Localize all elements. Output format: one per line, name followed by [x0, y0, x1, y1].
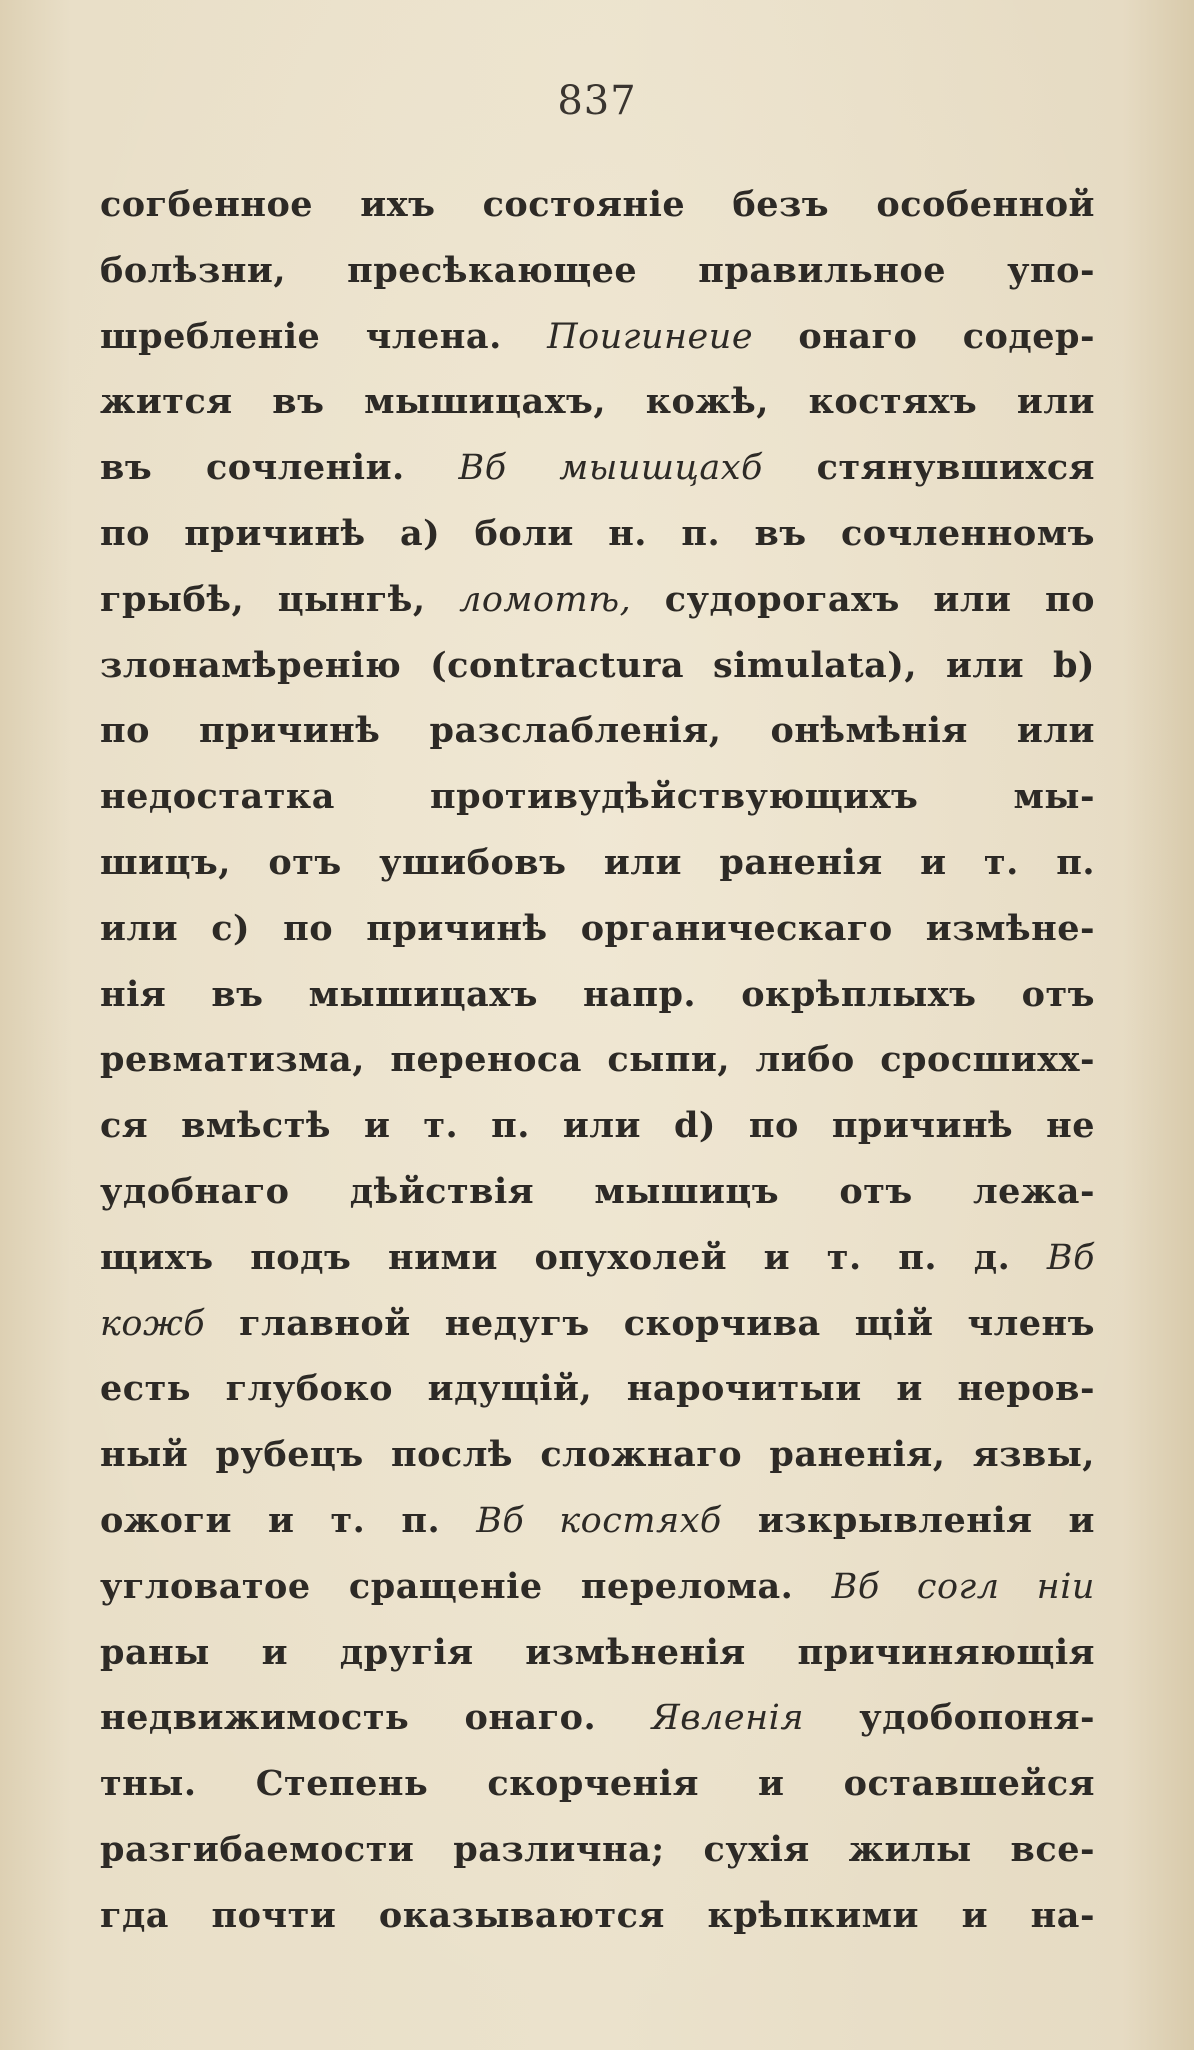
- text-segment: шребленіе члена.: [100, 315, 548, 357]
- text-segment: удобнаго дѣйствія мышицъ отъ лежа-: [100, 1170, 1095, 1212]
- text-segment: стянувшихся: [762, 447, 1095, 489]
- text-segment: тны. Степень скорченія и оставшейся: [100, 1763, 1095, 1805]
- text-line: [100, 1817, 1095, 1883]
- text-line: [100, 633, 1095, 699]
- text-line: [100, 172, 1095, 238]
- text-segment: въ сочленіи.: [100, 447, 459, 489]
- text-segment: ный рубецъ послѣ сложнаго раненія, язвы,: [100, 1434, 1095, 1476]
- italic-text: Вб: [1046, 1237, 1095, 1278]
- text-line: [100, 304, 1095, 370]
- text-segment: нія въ мышицахъ напр. окрѣплыхъ отъ: [100, 973, 1095, 1015]
- italic-text: кожб: [100, 1303, 206, 1344]
- text-line: [100, 1751, 1095, 1817]
- text-segment: раны и другія измѣненія причиняющія: [100, 1631, 1095, 1673]
- text-segment: ся вмѣстѣ и т. п. или d) по причинѣ не: [100, 1105, 1095, 1147]
- text-line: [100, 435, 1095, 501]
- text-line: [100, 698, 1095, 764]
- text-segment: гда почти оказываются крѣпкими и на-: [100, 1894, 1095, 1936]
- text-segment: недостатка противудѣйствующихъ мы-: [100, 776, 1095, 818]
- text-segment: болѣзни, пресѣкающее правильное упо-: [100, 249, 1095, 291]
- text-line: [100, 369, 1095, 435]
- italic-text: Вб костяхб: [476, 1500, 722, 1541]
- text-segment: грыбѣ, цынгѣ,: [100, 578, 460, 620]
- text-line: [100, 962, 1095, 1028]
- text-segment: ревматизма, переноса сыпи, либо сросшихх-: [100, 1039, 1095, 1081]
- text-line: [100, 1422, 1095, 1488]
- text-segment: есть глубоко идущій, нарочитыи и неров-: [100, 1368, 1095, 1410]
- text-line: [100, 896, 1095, 962]
- text-segment: судорогахъ или по: [631, 578, 1095, 620]
- text-segment: онаго содер-: [753, 315, 1095, 357]
- text-line: [100, 1356, 1095, 1422]
- body-text: [100, 172, 1095, 1949]
- text-line: [100, 830, 1095, 896]
- italic-text: Вб согл ніи: [831, 1566, 1095, 1607]
- text-segment: по причинѣ разслабленія, онѣмѣнія или: [100, 710, 1095, 752]
- text-segment: изкрывленія и: [721, 1499, 1095, 1541]
- text-line: [100, 1027, 1095, 1093]
- text-line: [100, 238, 1095, 304]
- italic-text: Явленія: [651, 1698, 804, 1739]
- text-segment: злонамѣренію (contractura simulata), или b): [100, 644, 1095, 686]
- text-segment: разгибаемости различна; сухія жилы все-: [100, 1828, 1095, 1870]
- text-line: [100, 1159, 1095, 1225]
- text-line: [100, 567, 1095, 633]
- text-line: [100, 1620, 1095, 1686]
- text-segment: или с) по причинѣ органическаго измѣне-: [100, 907, 1095, 949]
- text-segment: щихъ подъ ними опухолей и т. п. д.: [100, 1236, 1047, 1278]
- italic-text: Пoигинеие: [547, 316, 754, 357]
- italic-text: Вб мыишцахб: [458, 448, 763, 489]
- text-line: [100, 1291, 1095, 1357]
- text-line: [100, 501, 1095, 567]
- text-line: [100, 1093, 1095, 1159]
- text-segment: угловатое сращеніе перелома.: [100, 1565, 832, 1607]
- text-line: [100, 1554, 1095, 1620]
- text-segment: жится въ мышицахъ, кожѣ, костяхъ или: [100, 381, 1095, 423]
- page-number: 837: [557, 78, 637, 124]
- text-segment: недвижимость онаго.: [100, 1697, 652, 1739]
- text-segment: удобопоня-: [804, 1697, 1095, 1739]
- text-line: [100, 1488, 1095, 1554]
- text-segment: шицъ, отъ ушибовъ или раненія и т. п.: [100, 841, 1095, 883]
- text-line: [100, 1883, 1095, 1949]
- text-segment: ожоги и т. п.: [100, 1499, 477, 1541]
- text-line: [100, 1225, 1095, 1291]
- text-segment: согбенное ихъ состояніе безъ особенной: [100, 184, 1095, 225]
- text-segment: по причинѣ а) боли н. п. въ сочленномъ: [100, 512, 1095, 554]
- text-line: [100, 764, 1095, 830]
- italic-text: ломотѣ,: [459, 579, 632, 620]
- text-segment: главной недугъ скорчива щій членъ: [205, 1302, 1095, 1344]
- text-line: [100, 1685, 1095, 1751]
